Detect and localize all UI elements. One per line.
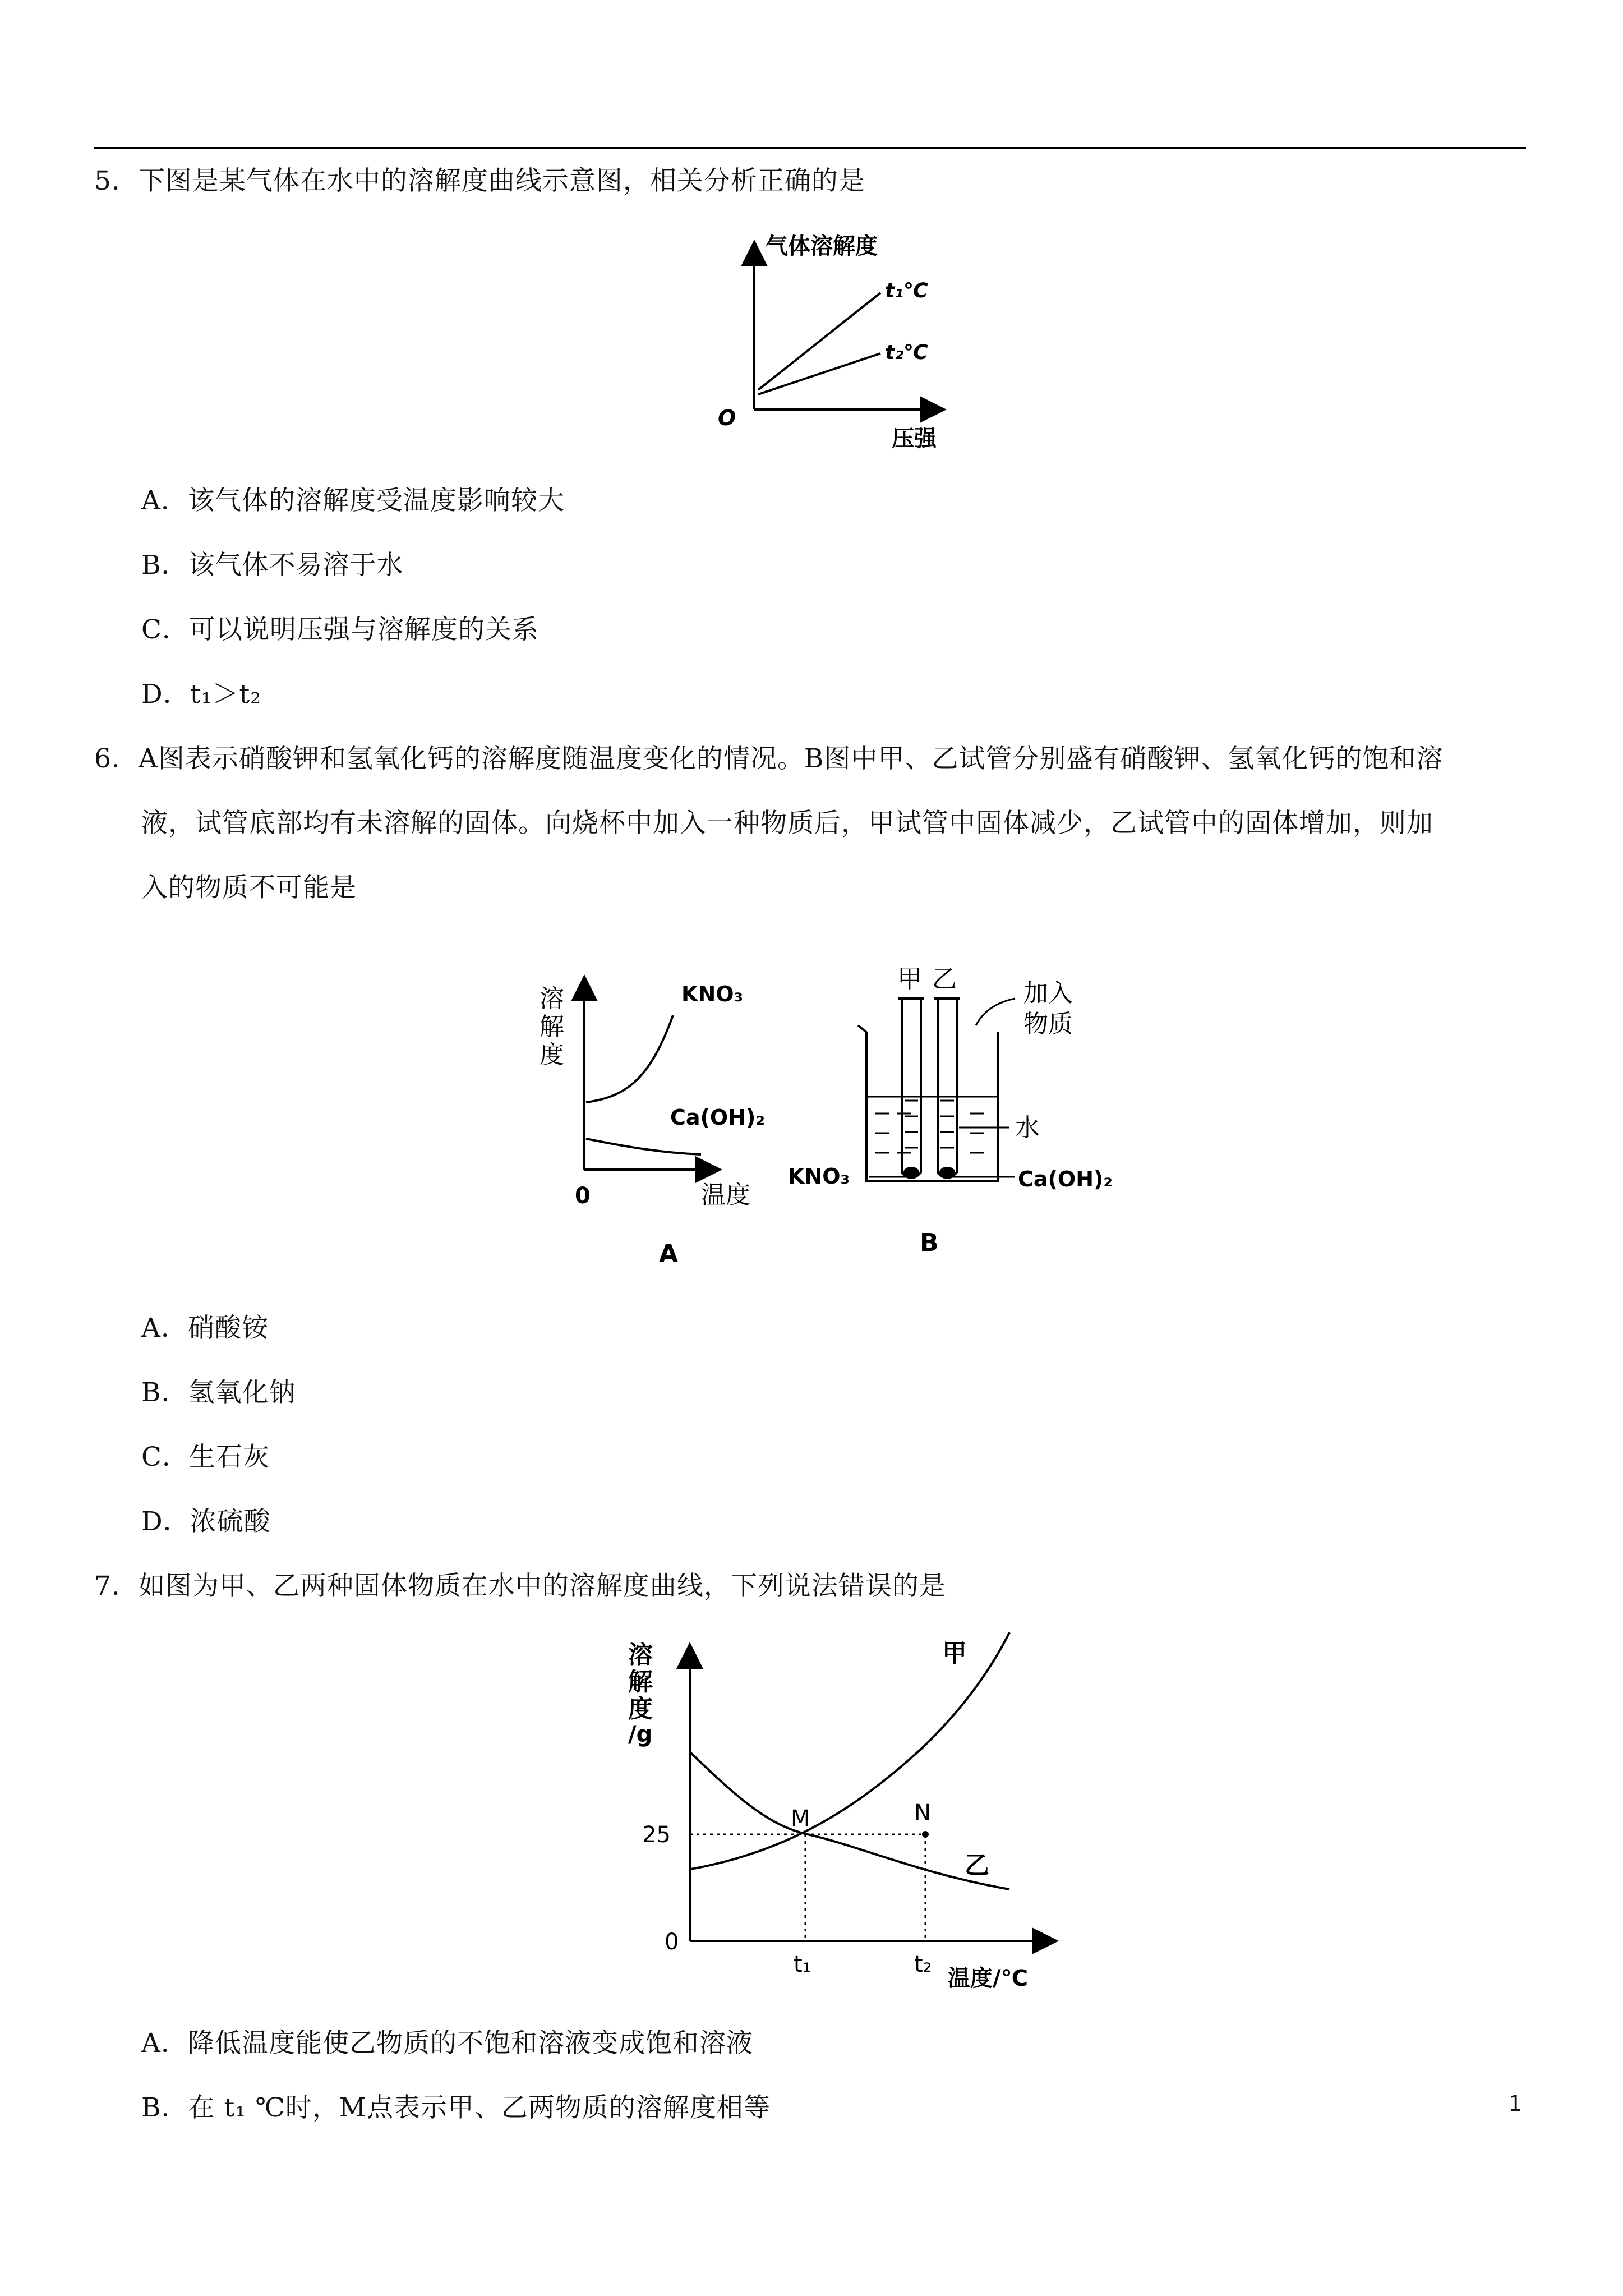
point-m-label: M xyxy=(791,1806,810,1832)
q7-solubility-figure xyxy=(606,1627,1077,2008)
y-label-2: 解 xyxy=(628,1668,653,1696)
water-label: 水 xyxy=(1015,1114,1040,1142)
q5-option-c: C．可以说明压强与溶解度的关系 xyxy=(141,614,539,645)
curve-t1-label: t₁℃ xyxy=(885,279,928,302)
curve-jia-label: 甲 xyxy=(942,1639,967,1668)
add-substance-label-1: 加入 xyxy=(1023,979,1073,1007)
caoh2-curve xyxy=(586,1139,701,1154)
y-label-2: 解 xyxy=(540,1013,564,1041)
q5-option-b: B．该气体不易溶于水 xyxy=(141,550,404,581)
beaker xyxy=(866,1032,998,1181)
tube-yi xyxy=(938,999,957,1178)
point-n xyxy=(922,1831,929,1838)
x-axis-label: 温度/℃ xyxy=(948,1966,1029,1991)
x-axis-label: 温度 xyxy=(701,1181,750,1209)
t2-label: t₂ xyxy=(914,1952,932,1977)
water-dashes xyxy=(875,1114,984,1153)
q6-figure-b-beaker xyxy=(785,954,1144,1279)
kno3-label: KNO₃ xyxy=(681,982,744,1006)
curve-t1 xyxy=(758,293,880,390)
tube-yi-label: 乙 xyxy=(932,965,957,993)
header-rule xyxy=(94,147,1526,149)
y-tick-25: 25 xyxy=(642,1822,671,1848)
y-label-3: 度 xyxy=(628,1695,653,1723)
point-n-label: N xyxy=(914,1800,931,1826)
t1-label: t₁ xyxy=(794,1952,811,1977)
y-axis-label: 气体溶解度 xyxy=(766,233,878,259)
q6-option-d: D．浓硫酸 xyxy=(141,1506,271,1537)
x-axis-label: 压强 xyxy=(892,426,937,452)
tube-jia xyxy=(902,999,921,1178)
kno3-curve xyxy=(586,1015,673,1102)
figure-caption-a: A xyxy=(659,1240,679,1268)
curve-yi xyxy=(691,1753,1009,1889)
figure-caption-b: B xyxy=(920,1228,939,1257)
q5-gas-solubility-figure xyxy=(707,224,953,460)
curve-t2-label: t₂℃ xyxy=(885,341,928,364)
tube-jia-label: 甲 xyxy=(897,965,922,993)
page-number: 1 xyxy=(1509,2091,1523,2116)
q6-option-a: A．硝酸铵 xyxy=(141,1313,269,1343)
q5-option-a: A．该气体的溶解度受温度影响较大 xyxy=(141,485,565,516)
origin-label: 0 xyxy=(575,1183,591,1209)
origin-label: O xyxy=(718,406,736,430)
q7-option-b: B．在 t₁ ℃时，M点表示甲、乙两物质的溶解度相等 xyxy=(141,2092,771,2123)
caoh2-label: Ca(OH)₂ xyxy=(670,1105,766,1130)
q5-stem: 5．下图是某气体在水中的溶解度曲线示意图，相关分析正确的是 xyxy=(94,165,865,196)
q6-figure-a-solubility xyxy=(533,965,791,1279)
origin-label: 0 xyxy=(665,1929,679,1955)
y-label-3: 度 xyxy=(540,1041,564,1069)
q7-option-a: A．降低温度能使乙物质的不饱和溶液变成饱和溶液 xyxy=(141,2028,753,2059)
kno3-label: KNO₃ xyxy=(788,1164,850,1189)
y-unit: /g xyxy=(628,1722,653,1747)
q6-option-c: C．生石灰 xyxy=(141,1442,270,1473)
y-label-1: 溶 xyxy=(540,984,564,1013)
q6-stem-line1: 6．A图表示硝酸钾和氢氧化钙的溶解度随温度变化的情况。B图中甲、乙试管分别盛有硝酸钾、氢氧化钙的饱和溶 xyxy=(94,743,1444,774)
add-substance-label-2: 物质 xyxy=(1023,1010,1073,1038)
q7-stem: 7．如图为甲、乙两种固体物质在水中的溶解度曲线，下列说法错误的是 xyxy=(94,1571,946,1602)
q6-stem-line2: 液，试管底部均有未溶解的固体。向烧杯中加入一种物质后，甲试管中固体减少，乙试管中的固体增加，则加 xyxy=(141,808,1433,839)
caoh2-label: Ca(OH)₂ xyxy=(1018,1167,1113,1191)
y-label-1: 溶 xyxy=(628,1641,653,1669)
curve-yi-label: 乙 xyxy=(965,1851,989,1880)
q5-option-d: D．t₁＞t₂ xyxy=(141,679,262,710)
q6-stem-line3: 入的物质不可能是 xyxy=(141,872,357,903)
q6-option-b: B．氢氧化钠 xyxy=(141,1377,296,1408)
